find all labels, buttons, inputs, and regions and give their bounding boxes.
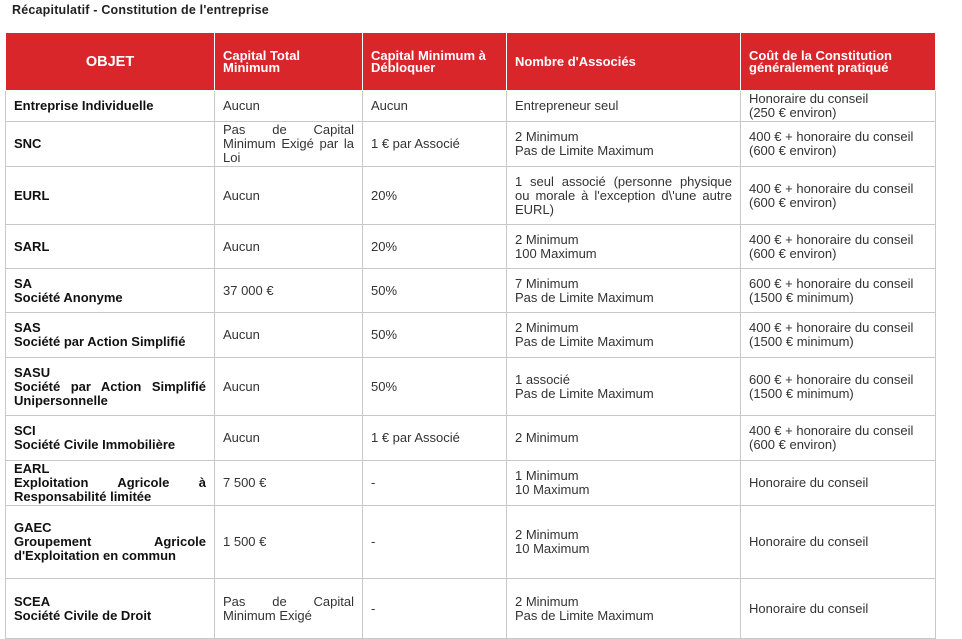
cell-objet: EURL [6, 167, 215, 225]
header-capital-debloquer: Capital Minimum à Débloquer [363, 33, 507, 91]
cell-capital-debloquer: 1 € par Associé [363, 416, 507, 461]
cell-capital-debloquer: 20% [363, 167, 507, 225]
cell-associes: 2 Minimum Pas de Limite Maximum [507, 579, 741, 639]
cell-objet: SNC [6, 122, 215, 167]
cell-objet: SA Société Anonyme [6, 269, 215, 313]
cell-cout: 400 € + honoraire du conseil (600 € environ) [741, 225, 936, 269]
cell-capital-total: Aucun [215, 416, 363, 461]
header-objet: OBJET [6, 33, 215, 91]
cell-cout: Honoraire du conseil [741, 506, 936, 579]
cell-capital-debloquer: 1 € par Associé [363, 122, 507, 167]
cell-capital-total: Pas de Capital Minimum Exigé [215, 579, 363, 639]
cell-objet: SARL [6, 225, 215, 269]
table-row [6, 167, 936, 225]
cell-cout: 400 € + honoraire du conseil (600 € environ) [741, 416, 936, 461]
cell-objet: GAEC Groupement Agricole d'Exploitation en commun [6, 506, 215, 579]
header-cout: Coût de la Constitution généralement pratiqué [741, 33, 936, 91]
cell-cout: Honoraire du conseil [741, 461, 936, 506]
cell-associes: 1 associé Pas de Limite Maximum [507, 358, 741, 416]
cell-associes: 1 seul associé (personne physique ou morale à l'exception d\'une autre EURL) [507, 167, 741, 225]
header-row [6, 33, 936, 91]
cell-objet: SCEA Société Civile de Droit [6, 579, 215, 639]
cell-capital-total: Aucun [215, 358, 363, 416]
cell-capital-total: Aucun [215, 91, 363, 122]
cell-associes: 2 Minimum Pas de Limite Maximum [507, 122, 741, 167]
cell-capital-debloquer: 50% [363, 269, 507, 313]
cell-cout: Honoraire du conseil [741, 579, 936, 639]
cell-capital-debloquer: 20% [363, 225, 507, 269]
cell-capital-total: Pas de Capital Minimum Exigé par la Loi [215, 122, 363, 167]
table-row [6, 91, 936, 122]
table-row [6, 269, 936, 313]
cell-objet: Entreprise Individuelle [6, 91, 215, 122]
cell-associes: 2 Minimum [507, 416, 741, 461]
cell-cout: 600 € + honoraire du conseil (1500 € minimum) [741, 269, 936, 313]
recap-table [5, 32, 936, 639]
cell-capital-total: 7 500 € [215, 461, 363, 506]
cell-associes: 2 Minimum 10 Maximum [507, 506, 741, 579]
cell-objet: SASU Société par Action Simplifié Unipersonnelle [6, 358, 215, 416]
table-row [6, 416, 936, 461]
cell-capital-total: 37 000 € [215, 269, 363, 313]
cell-capital-total: Aucun [215, 225, 363, 269]
table-row [6, 461, 936, 506]
table-row [6, 225, 936, 269]
cell-capital-debloquer: 50% [363, 313, 507, 358]
cell-associes: 2 Minimum 100 Maximum [507, 225, 741, 269]
cell-capital-total: Aucun [215, 167, 363, 225]
cell-associes: 1 Minimum 10 Maximum [507, 461, 741, 506]
cell-objet: SCI Société Civile Immobilière [6, 416, 215, 461]
cell-capital-total: Aucun [215, 313, 363, 358]
header-associes: Nombre d'Associés [507, 33, 741, 91]
cell-associes: Entrepreneur seul [507, 91, 741, 122]
cell-capital-debloquer: Aucun [363, 91, 507, 122]
table-row [6, 506, 936, 579]
table-row [6, 579, 936, 639]
cell-capital-total: 1 500 € [215, 506, 363, 579]
cell-objet: EARL Exploitation Agricole à Responsabilité limitée [6, 461, 215, 506]
cell-capital-debloquer: - [363, 506, 507, 579]
cell-capital-debloquer: 50% [363, 358, 507, 416]
page-title: Récapitulatif - Constitution de l'entreprise [12, 3, 269, 17]
cell-cout: 600 € + honoraire du conseil (1500 € minimum) [741, 358, 936, 416]
cell-associes: 7 Minimum Pas de Limite Maximum [507, 269, 741, 313]
cell-cout: 400 € + honoraire du conseil (600 € environ) [741, 167, 936, 225]
cell-associes: 2 Minimum Pas de Limite Maximum [507, 313, 741, 358]
cell-capital-debloquer: - [363, 461, 507, 506]
cell-cout: 400 € + honoraire du conseil (600 € environ) [741, 122, 936, 167]
header-capital-total: Capital Total Minimum [215, 33, 363, 91]
table-row [6, 122, 936, 167]
table-row [6, 313, 936, 358]
table-row [6, 358, 936, 416]
cell-cout: Honoraire du conseil (250 € environ) [741, 91, 936, 122]
cell-cout: 400 € + honoraire du conseil (1500 € minimum) [741, 313, 936, 358]
cell-objet: SAS Société par Action Simplifié [6, 313, 215, 358]
cell-capital-debloquer: - [363, 579, 507, 639]
